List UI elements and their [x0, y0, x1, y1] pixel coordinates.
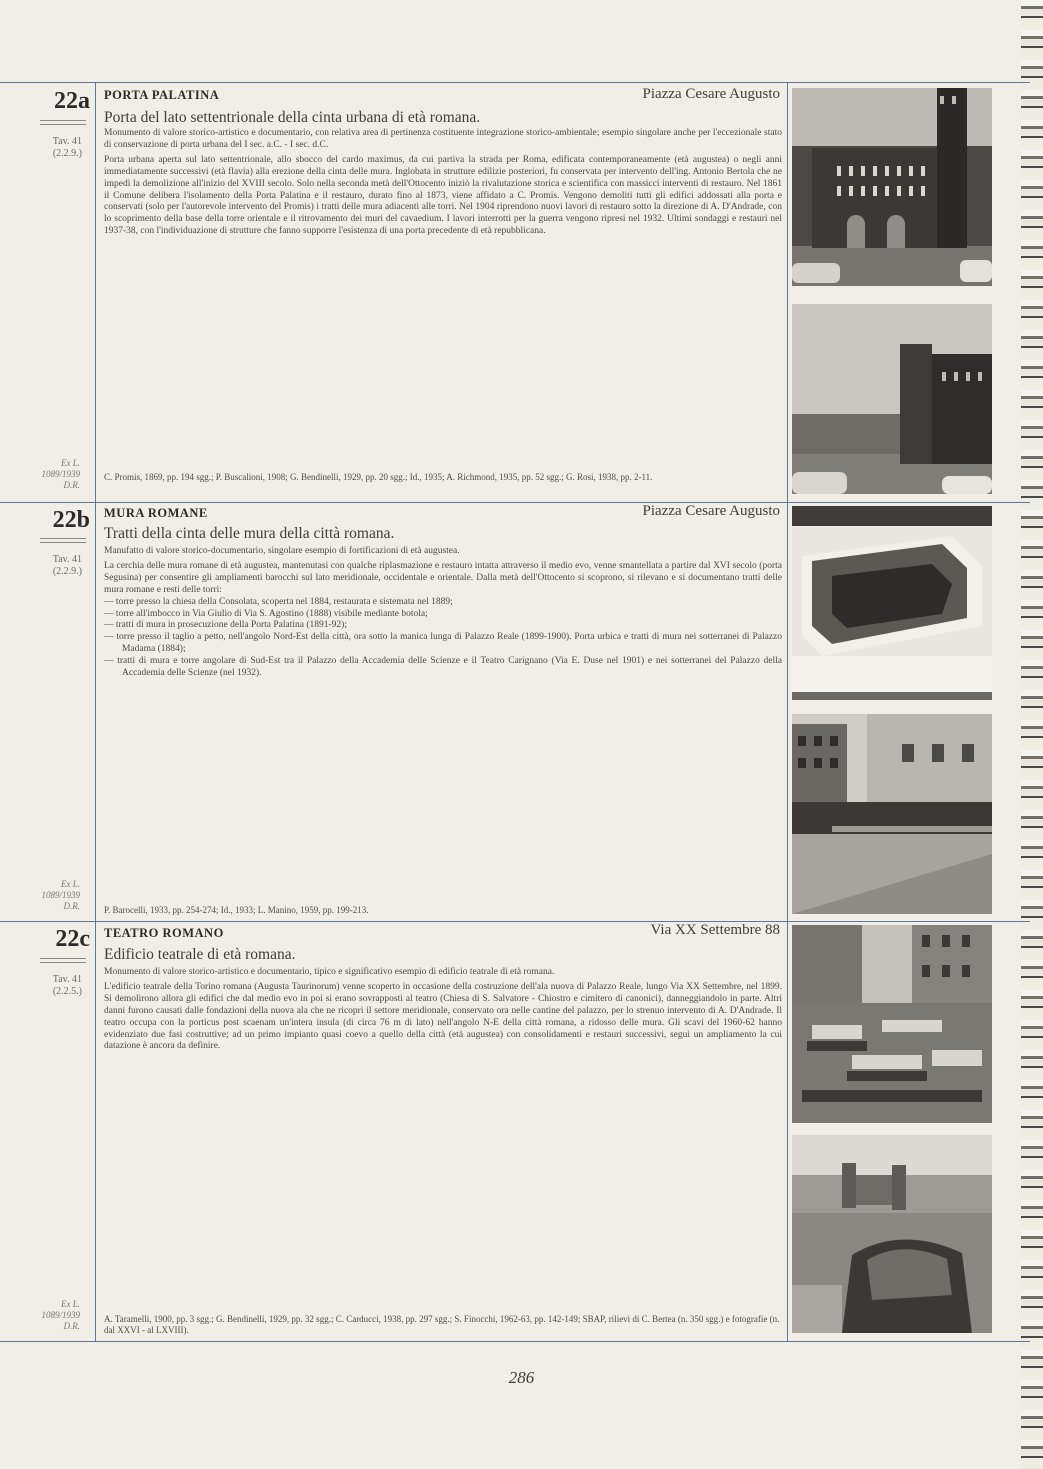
entry-lead: Monumento di valore storico-artistico e documentario, con relativa area di pertinenza costituente integrazione storico-ambientale; esempio singolare anche per l'eccezionale stato di conservazione di porta urbana del I sec. a.C. - I sec. d.C.	[104, 128, 782, 150]
list-item: — torre presso la chiesa della Consolata, scoperta nel 1884, restaurata e sistemata nel 1889;	[104, 596, 453, 607]
divider-bottom	[0, 1341, 1030, 1342]
entry-text	[104, 128, 782, 238]
list-item: — tratti di mura in prosecuzione della Porta Palatina (1891-92);	[104, 620, 347, 631]
entry-subtitle: Tratti della cinta delle mura della città romana.	[104, 525, 395, 542]
photo-teatro-romano-cavea	[792, 1135, 992, 1333]
entry-place: Piazza Cesare Augusto	[642, 86, 780, 102]
entry-code: 22c	[55, 926, 90, 952]
tav-label: Tav. 41 (2.2.9.)	[52, 554, 82, 577]
list-item: — tratti di mura e torre angolare di Sud-Est tra il Palazzo della Accademia delle Scienze e il Teatro Carignano (Via E. Duse nel 1901) e nei sotterranei del Palazzo della Accademia delle Scienze (nel 1932).	[104, 656, 782, 679]
entry-title: MURA ROMANE	[104, 506, 208, 520]
tav-label: Tav. 41 (2.2.5.)	[52, 974, 82, 997]
entry-bibliography: P. Barocelli, 1933, pp. 254-274; Id., 1933; L. Manino, 1959, pp. 199-213.	[104, 905, 369, 915]
code-rule	[40, 120, 86, 125]
entry-22c	[0, 921, 1030, 1341]
list-item: — torre presso il taglio a petto, nell'angolo Nord-Est della città, ora sotto la manica lunga di Palazzo Reale (1899-1900). Porta urbica e tratti di mura nei sotterranei di Palazzo Madama (1884);	[104, 632, 782, 655]
page-number: 286	[508, 1368, 535, 1387]
entry-lead: Manufatto di valore storico-documentario, singolare esempio di fortificazioni di età augustea.	[104, 546, 460, 556]
entry-subtitle: Edificio teatrale di età romana.	[104, 946, 296, 963]
list-item: — torre all'imbocco in Via Giulio di Via S. Agostino (1888) visibile mediante botola;	[104, 608, 428, 619]
entry-title: TEATRO ROMANO	[104, 926, 224, 940]
entry-place: Via XX Settembre 88	[650, 922, 780, 938]
entry-lead: Monumento di valore storico-artistico e documentario, tipico e significativo esempio di edificio teatrale di età romana.	[104, 967, 555, 977]
photo-porta-palatina-fog	[792, 304, 992, 494]
ex-law-label: Ex L. 1089/1939 D.R.	[41, 458, 80, 490]
code-rule	[40, 958, 86, 963]
entry-title: PORTA PALATINA	[104, 88, 220, 102]
ex-law-label: Ex L. 1089/1939 D.R.	[41, 1299, 80, 1331]
tav-label: Tav. 41 (2.2.9.)	[52, 136, 82, 159]
ex-law-label: Ex L. 1089/1939 D.R.	[41, 879, 80, 911]
photo-teatro-romano-excavation	[792, 925, 992, 1123]
entry-22a	[0, 82, 1030, 502]
entry-bibliography: C. Promis, 1869, pp. 194 sgg.; P. Buscalioni, 1908; G. Bendinelli, 1929, pp. 20 sgg.; Id., 1935; A. Richmond, 1935, pp. 52 sgg.; G. Rosi, 1938, pp. 2-11.	[104, 472, 653, 482]
entry-bibliography: A. Taramelli, 1900, pp. 3 sgg.; G. Bendinelli, 1929, pp. 32 sgg.; C. Carducci, 1938, pp. 297 sgg.; S. Finocchi, 1962-63, pp. 142-149; SBAP, rilievi di C. Bertea (n. 350 sgg.) e fotografie (n. dal XXVI - al LXVIII).	[104, 1314, 780, 1335]
photo-mura-romane-street	[792, 714, 992, 914]
entry-text	[104, 967, 782, 1053]
entry-place: Piazza Cesare Augusto	[642, 503, 780, 519]
entry-code: 22a	[54, 88, 90, 114]
entry-subtitle: Porta del lato settentrionale della cinta urbana di età romana.	[104, 109, 481, 126]
photo-porta-palatina-front	[792, 88, 992, 286]
entry-22b	[0, 502, 1030, 921]
photo-mura-romane-snow	[792, 506, 992, 700]
entry-body: Porta urbana aperta sul lato settentrionale, allo sbocco del cardo maximus, da cui partiva la strada per Roma, edificata contemporaneamente (età augustea) o negli anni immediatamente successivi (età flavia) alla erezione della cinta delle mura. Inglobata in strutture edilizie posteriori, fu conservata per intervento dell'ing. Antonio Bertola che ne impedì la demolizione all'inizio del XVIII secolo. Solo nella seconda metà dell'Ottocento iniziò la rivalutazione storica e scientifica con massicci interventi di restauro. Nel 1861 il Comune delibera l'isolamento della Porta Palatina e il restauro, durato fino al 1873, viene affidato a C. Promis. Vengono demoliti tutti gli edifici addossati alla porta e conservati (solo per l'autorevole intervento del Promis) i tratti delle mura adiacenti alle torri. Nel 1904 riprendono nuovi lavori di restauro sotto la direzione di A. D'Andrade, con lo scoprimento della base della torre orientale e il ritrovamento dei muri del cavaedium. I lavori interrotti per la guerra vengono ripresi nel 1932. Ultimi sondaggi e restauri nel 1937-38, con l'individuazione di strutture che fanno supporre l'esistenza di una porta precedente di età repubblicana.	[104, 154, 782, 237]
code-rule	[40, 538, 86, 543]
entry-body: L'edificio teatrale della Torino romana (Augusta Taurinorum) venne scoperto in occasione della costruzione dell'ala nuova di Palazzo Reale, lungo Via XX Settembre, nel 1899. Si demolirono allora gli edifici che dal medio evo in poi si erano sovrapposti al teatro (Chiesa di S. Salvatore - Chiostro e cimitero di canonici), danneggiandolo in parte. Altri danni furono causati dalle fondazioni della nuova ala che ne ricoprì il settore meridionale, conservato ora nelle cantine del palazzo, per lo strenuo intervento di A. D'Andrade. Il teatro occupa con la porticus post scaenam un'intera insula (di circa 76 m di lato) nell'angolo N-E della città romana, a ridosso delle mura. Gli scavi del 1960-62 hanno evidenziato due fasi costruttive; ad un primo impianto quasi coevo a quello della città (età augustea) con consolidamenti e restauri successivi, seguì un ampliamento la cui datazione è ancora da definire.	[104, 981, 782, 1052]
entry-code: 22b	[52, 507, 90, 533]
entry-text	[104, 546, 782, 680]
entry-body: La cerchia delle mura romane di età augustea, mantenutasi con qualche riplasmazione e restauro intatta attraverso il medio evo, venne smantellata a partire dal XVI secolo (porta Segusina) per consentire gli ampliamenti barocchi sul lato meridionale, occidentale e orientale. Dalla metà dell'Ottocento si scoprono, si rilevano e si documentano tratti delle mura romane e resti delle torri:	[104, 560, 782, 595]
